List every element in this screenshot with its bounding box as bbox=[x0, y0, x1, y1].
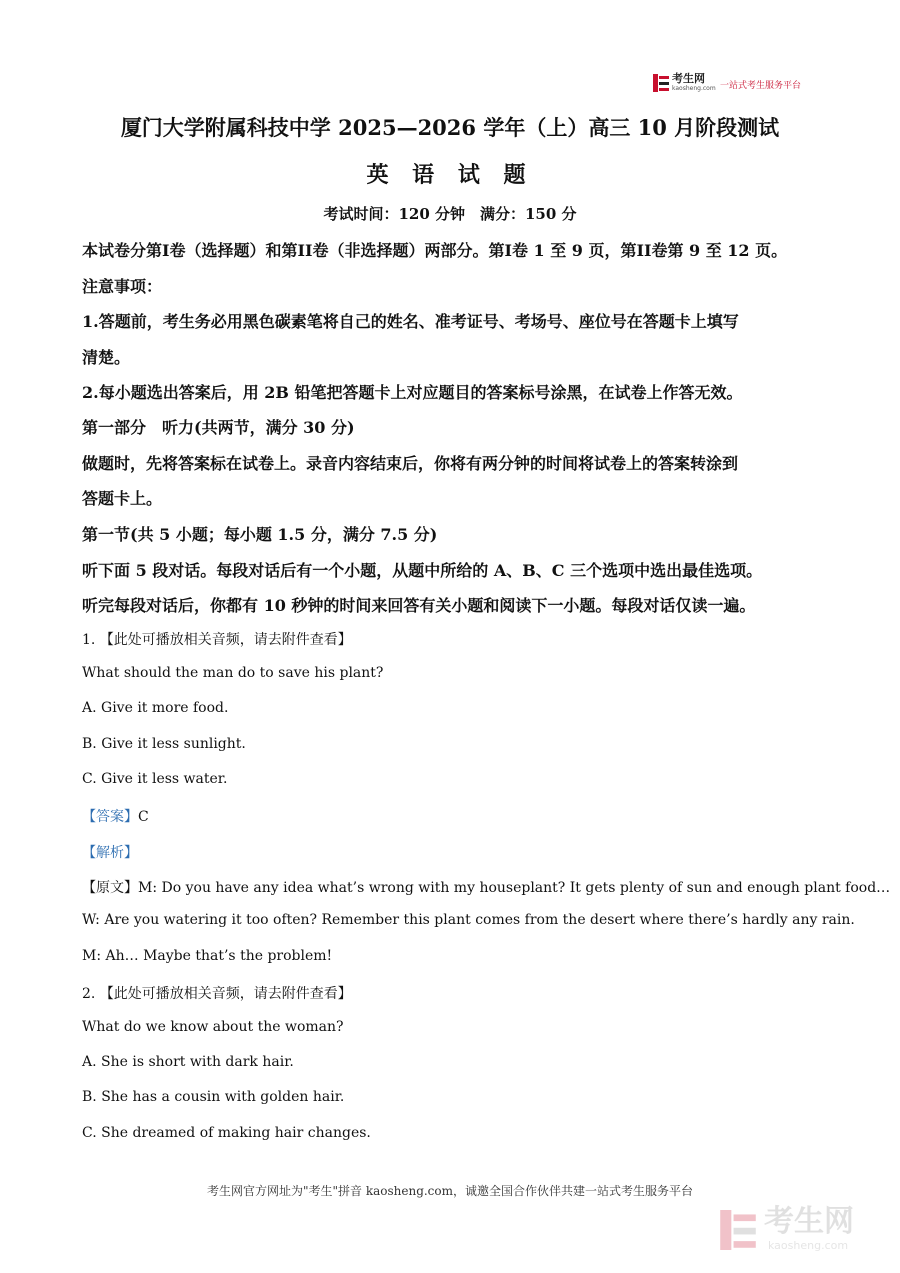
intro-line: 清楚。 bbox=[82, 348, 131, 367]
logo-slogan: 一站式考生服务平台 bbox=[720, 81, 802, 91]
q2-option-b: B. She has a cousin with golden hair. bbox=[82, 1089, 345, 1105]
page-footer: 考生网官方网址为"考生"拼音 kaosheng.com，诚邀全国合作伙伴共建一站式考生服务平台 bbox=[206, 1184, 694, 1198]
q2-option-a: A. She is short with dark hair. bbox=[82, 1054, 294, 1070]
intro-line: 1.答题前，考生务必用黑色碳素笔将自己的姓名、准考证号、考场号、座位号在答题卡上填写 bbox=[82, 312, 739, 331]
intro-line: 听完每段对话后，你都有 10 秒钟的时间来回答有关小题和阅读下一小题。每段对话仅读一遍。 bbox=[82, 596, 756, 615]
intro-line: 2.每小题选出答案后，用 2B 铅笔把答题卡上对应题目的答案标号涂黑，在试卷上作答无效。 bbox=[82, 383, 743, 402]
answer-value: C bbox=[138, 809, 149, 825]
transcript-line: W: Are you watering it too often? Remember this plant comes from the desert where there’s hardly any rain. bbox=[82, 912, 855, 928]
kaosheng-logo bbox=[652, 73, 822, 95]
watermark-domain: kaosheng.com bbox=[768, 1239, 849, 1252]
q1-audio-note: 1. 【此处可播放相关音频，请去附件查看】 bbox=[82, 632, 352, 648]
watermark-logo-icon bbox=[718, 1207, 758, 1253]
logo-domain: kaosheng.com bbox=[672, 85, 716, 92]
intro-line: 本试卷分第I卷（选择题）和第II卷（非选择题）两部分。第I卷 1 至 9 页，第II卷第 9 至 12 页。 bbox=[82, 241, 788, 260]
q1-option-b: B. Give it less sunlight. bbox=[82, 736, 246, 752]
intro-line: 听下面 5 段对话。每段对话后有一个小题，从题中所给的 A、B、C 三个选项中选出最佳选项。 bbox=[82, 561, 763, 580]
q2-audio-note: 2. 【此处可播放相关音频，请去附件查看】 bbox=[82, 986, 352, 1002]
transcript-line: M: Ah… Maybe that’s the problem! bbox=[82, 948, 333, 964]
q2-option-c: C. She dreamed of making hair changes. bbox=[82, 1125, 371, 1141]
exam-title: 厦门大学附属科技中学 2025—2026 学年（上）高三 10 月阶段测试 bbox=[120, 115, 780, 140]
q1-question: What should the man do to save his plant? bbox=[82, 665, 384, 681]
transcript-line: 【原文】M: Do you have any idea what’s wrong with my houseplant? It gets plenty of sun and enough plant food… bbox=[82, 880, 891, 896]
analysis-label: 【解析】 bbox=[82, 845, 138, 861]
exam-subtitle: 英 语 试 题 bbox=[366, 162, 534, 188]
logo-name: 考生网 bbox=[672, 72, 705, 85]
intro-line: 做题时，先将答案标在试卷上。录音内容结束后，你将有两分钟的时间将试卷上的答案转涂到 bbox=[82, 454, 739, 473]
intro-line: 注意事项： bbox=[82, 277, 163, 296]
q1-option-c: C. Give it less water. bbox=[82, 771, 228, 787]
watermark-name: 考生网 bbox=[764, 1204, 854, 1239]
section-heading: 第一部分 听力(共两节，满分 30 分) bbox=[82, 418, 355, 437]
section-heading: 第一节(共 5 小题；每小题 1.5 分，满分 7.5 分) bbox=[82, 525, 438, 544]
q2-question: What do we know about the woman? bbox=[82, 1019, 344, 1035]
answer-label: 【答案】 bbox=[82, 809, 138, 825]
watermark bbox=[718, 1205, 878, 1255]
kaosheng-logo-icon bbox=[652, 73, 670, 93]
exam-meta: 考试时间：120 分钟 满分：150 分 bbox=[323, 205, 577, 223]
q1-answer bbox=[82, 806, 149, 826]
q1-option-a: A. Give it more food. bbox=[82, 700, 229, 716]
intro-line: 答题卡上。 bbox=[82, 489, 163, 508]
